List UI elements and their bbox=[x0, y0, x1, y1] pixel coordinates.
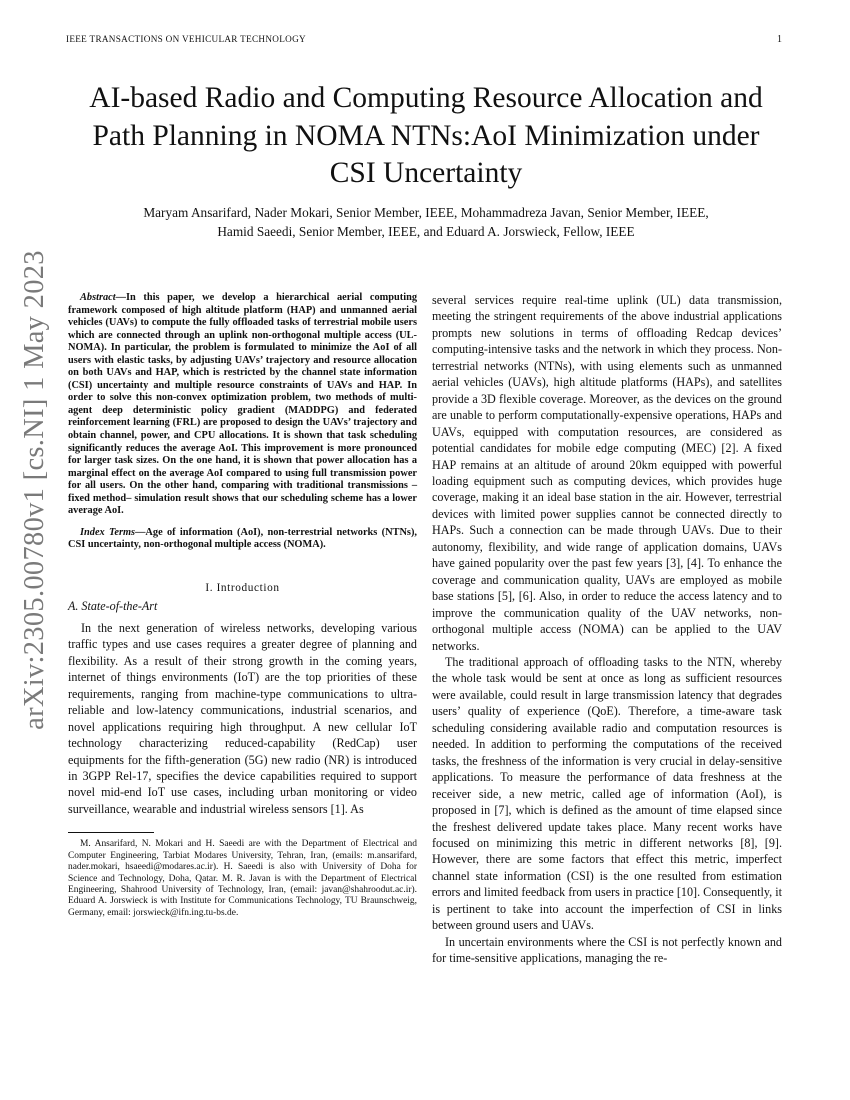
subsection-heading: A. State-of-the-Art bbox=[68, 598, 158, 613]
left-column bbox=[68, 292, 417, 919]
arxiv-stamp bbox=[15, 250, 55, 730]
author-list bbox=[70, 204, 782, 241]
running-header: IEEE TRANSACTIONS ON VEHICULAR TECHNOLOGY bbox=[66, 34, 306, 44]
section-heading: I. Introduction bbox=[205, 581, 280, 594]
body-paragraph: The traditional approach of offloading tasks to the NTN, whereby the whole task would be sent at once as long as sufficient resources were available, could result in large transmission latency that degrades users’ quality of experience (QoE). Therefore, a time-aware task scheduling considering available radio and computation resources is needed. In addition to performing the computations of the received tasks, the freshness of the information is very crucial in delay-sensitive applications. To measure the performance of data freshness at the receiver side, a new metric, called age of information (AoI), is proposed in [7], which is defined as the amount of time elapsed since the freshest delivered update takes place. Many recent works have focused on minimizing this metric in different networks [8], [9]. However, there are some factors that effect this metric, imperfect channel state information (CSI) is the one resulted from estimation errors and limited feedback from users in practice [10]. Consequently, it is pertinent to take into account the imperfection of CSI in links between ground users and UAVs. bbox=[432, 654, 782, 933]
page-number: 1 bbox=[777, 34, 782, 45]
author-line-2: Hamid Saeedi, Senior Member, IEEE, and Eduard A. Jorswieck, Fellow, IEEE bbox=[217, 223, 635, 239]
paper-title: AI-based Radio and Computing Resource Allocation and Path Planning in NOMA NTNs:AoI Minimization under CSI Uncertainty bbox=[89, 82, 763, 189]
index-terms bbox=[68, 527, 417, 552]
affiliation-footnote: M. Ansarifard, N. Mokari and H. Saeedi are with the Department of Electrical and Computer Engineering, Tarbiat Modares University, Tehran, Iran, (emails: m.ansarifard, nader.mokari, hsaeedi@modares.ac.ir). H. Saeedi is also with University of Doha for Science and Technology, Doha, Qatar. M. R. Javan is with the Department of Electrical Engineering, Shahrood University of Technology, Iran, (email: javan@shahroodut.ac.ir). Eduard A. Jorswieck is with Institute for Communications Technology, TU Braunschweig, Germany, email: jorswieck@ifn.ing.tu-bs.de. bbox=[68, 839, 417, 918]
author-line-1: Maryam Ansarifard, Nader Mokari, Senior Member, IEEE, Mohammadreza Javan, Senior Member, IEEE, bbox=[143, 205, 709, 220]
abstract-text: —In this paper, we develop a hierarchical aerial computing framework composed of high altitude platform (HAP) and unmanned aerial vehicles (UAVs) to compute the fully offloaded tasks of terrestrial mobile users which are connected through an uplink non-orthogonal multiple access (UL-NOMA). In particular, the problem is formulated to minimize the AoI of all users with elastic tasks, by adjusting UAVs’ trajectory and resource allocation on both UAVs and HAP, which is restricted by the channel state information (CSI) uncertainty and multiple resource constraints of UAVs and HAP. In order to solve this non-convex optimization problem, two methods of multi-agent deep deterministic policy gradient (MADDPG) and federated reinforcement learning (FRL) are proposed to design the UAVs’ trajectory and obtain channel, power, and CPU allocations. It is shown that task scheduling significantly reduces the average AoI. This improvement is more pronounced for larger task sizes. On the one hand, it is shown that power allocation has a marginal effect on the average AoI compared to using full transmission power for all users. On the other hand, comparing with traditional transmissions –fixed method– simulation result shows that our scheduling scheme has a lower average AoI. bbox=[68, 292, 417, 517]
abstract-label: Abstract bbox=[80, 292, 116, 303]
body-paragraph: In uncertain environments where the CSI is not perfectly known and for time-sensitive applications, managing the re- bbox=[432, 934, 782, 966]
body-paragraph: several services require real-time uplink (UL) data transmission, meeting the stringent requirements of the above industrial applications prompts new solutions in terms of offloading Redcap devices’ computing-intensive tasks and the network in which they process. Non-terrestrial networks (NTNs), with using elements such as unmanned aerial vehicles (UAVs), high altitude platforms (HAPs), and satellites provide a 3D flexible coverage. Moreover, as the devices on the ground are unable to perform computationally-expensive operations, HAPs and UAVs, equipped with computation resources, are considered as potential candidates for mobile edge computing (MEC) [2]. A fixed HAP remains at an altitude of around 20km equipped with powerful loading equipment such as computing devices, which provides huge coverage, making it an ideal base station in the air. However, terrestrial devices with limited power supplies cannot be connected directly to HAPs. Such a connection can be made through UAVs. Due to their autonomy, flexibility, and wide range of application domains, UAVs have gained popularity over the past few years [3], [4]. To enhance the coverage and communication quality, UAVs are employed as mobile base stations [5], [6]. Also, in order to reduce the access latency and to improve the communication quality of the UAV networks, non-orthogonal multiple access (NOMA) can be applied to the UAV networks. bbox=[432, 293, 782, 653]
arxiv-stamp-text: arXiv:2305.00780v1 [cs.NI] 1 May 2023 bbox=[19, 250, 50, 730]
index-terms-label: Index Terms bbox=[80, 526, 136, 538]
abstract bbox=[68, 292, 417, 518]
body-paragraph: In the next generation of wireless networks, developing various traffic types and use cases requires a greater degree of planning and flexibility. As a result of their strong growth in the coming years, internet of things environments (IoT) are the top priorities of these requirements, ranging from machine-type communications to ultra-reliable and low-latency communications, industrial scenarios, and novel applications requiring high throughput. A new cellular IoT technology characterizing reduced-capability (RedCap) user equipments for the fifth-generation (5G) new radio (NR) is introduced in 3GPP Rel-17, specifies the device capabilities required to support novel mid-end IoT use cases, including urban monitoring or video surveillance, wearable and industrial wireless sensors [1]. As bbox=[68, 620, 417, 816]
footnote-rule bbox=[68, 832, 154, 833]
right-column bbox=[432, 292, 782, 967]
index-terms-text: —Age of information (AoI), non-terrestrial networks (NTNs), CSI uncertainty, non-orthogonal multiple access (NOMA). bbox=[68, 526, 417, 551]
